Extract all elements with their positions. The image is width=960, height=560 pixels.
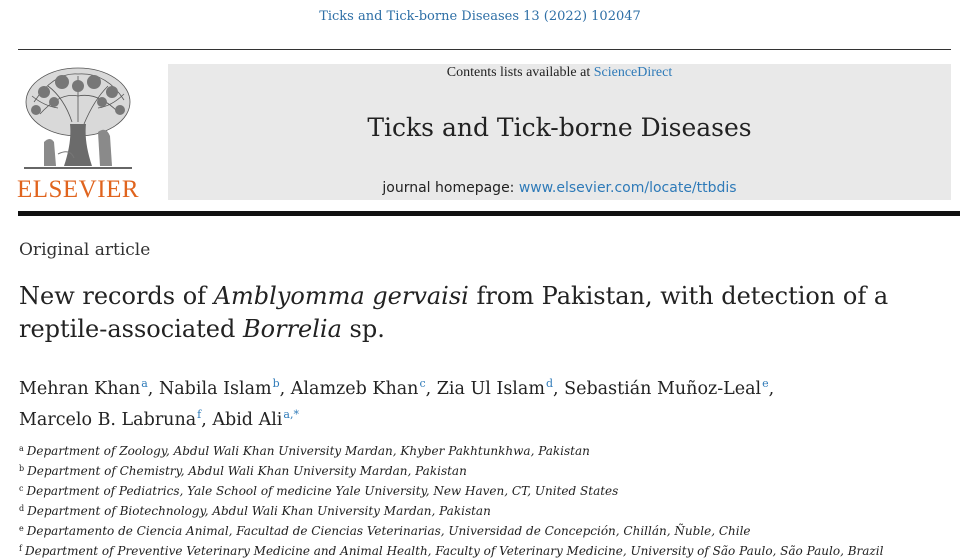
- affiliation-mark: b: [19, 464, 25, 473]
- affiliation-item: [19, 460, 949, 480]
- contents-prefix: Contents lists available at: [446, 65, 594, 80]
- affiliation-text: Department of Chemistry, Abdul Wali Khan University Mardan, Pakistan: [27, 464, 467, 478]
- author-affiliation-mark[interactable]: d: [545, 377, 553, 390]
- elsevier-tree-icon: [14, 62, 142, 180]
- affiliation-mark: d: [19, 504, 25, 513]
- homepage-link[interactable]: www.elsevier.com/locate/ttbdis: [518, 180, 737, 196]
- affiliation-item: [19, 440, 949, 460]
- author-name[interactable]: Abid Ali: [212, 410, 283, 430]
- affiliation-mark: c: [19, 484, 24, 493]
- journal-citation[interactable]: Ticks and Tick-borne Diseases 13 (2022) 102047: [319, 9, 641, 24]
- journal-title[interactable]: Ticks and Tick-borne Diseases: [367, 113, 752, 142]
- author-name[interactable]: Zia Ul Islam: [436, 379, 545, 399]
- affiliation-item: [19, 540, 949, 560]
- homepage-prefix: journal homepage:: [382, 180, 519, 196]
- affiliation-text: Department of Biotechnology, Abdul Wali Khan University Mardan, Pakistan: [27, 504, 491, 518]
- title-genus: Borrelia: [243, 315, 342, 343]
- affiliation-list: [19, 440, 949, 560]
- author-affiliation-mark[interactable]: a: [141, 377, 148, 390]
- affiliation-text: Department of Zoology, Abdul Wali Khan University Mardan, Khyber Pakhtunkhwa, Pakistan: [26, 444, 590, 458]
- affiliation-text: Departamento de Ciencia Animal, Facultad de Ciencias Veterinarias, Universidad de Concepción, Chillán, Ñuble, Chile: [26, 524, 751, 538]
- affiliation-mark: e: [19, 524, 24, 533]
- author-affiliation-mark[interactable]: f: [197, 408, 202, 421]
- title-part: sp.: [341, 315, 385, 343]
- author-name[interactable]: Sebastián Muñoz-Leal: [564, 379, 762, 399]
- author-affiliation-mark[interactable]: b: [272, 377, 280, 390]
- affiliation-mark: f: [19, 544, 22, 553]
- author-name[interactable]: Marcelo B. Labruna: [19, 410, 197, 430]
- header-divider: [18, 49, 951, 50]
- elsevier-wordmark: ELSEVIER: [16, 176, 140, 203]
- author-affiliation-mark[interactable]: e: [762, 377, 769, 390]
- author-affiliation-mark[interactable]: c: [419, 377, 426, 390]
- affiliation-item: [19, 480, 949, 500]
- elsevier-logo[interactable]: [14, 62, 142, 204]
- article-type: Original article: [19, 240, 151, 260]
- masthead-divider: [18, 211, 960, 216]
- affiliation-item: [19, 500, 949, 520]
- title-species: Amblyomma gervaisi: [213, 282, 469, 310]
- author-list: Mehran Khan$^a$, Nabila Islam$^b$, Alamzeb Khan$^c$, Zia Ul Islam$^d$, Sebastián Muñoz-Leal$^e$, Marcelo B. Labruna$^f$, Abid Ali$^{a,*}$: [19, 377, 775, 430]
- affiliation-mark: a: [19, 444, 24, 453]
- author-affiliation-mark[interactable]: a,*: [283, 408, 299, 421]
- title-part: New records of: [19, 282, 214, 310]
- journal-homepage: [168, 180, 951, 196]
- author-name[interactable]: Alamzeb Khan: [290, 379, 419, 399]
- sciencedirect-link[interactable]: ScienceDirect: [593, 65, 673, 80]
- affiliation-text: Department of Preventive Veterinary Medicine and Animal Health, Faculty of Veterinary Medicine, University of São Paulo, São Paulo, Brazil: [24, 544, 884, 558]
- affiliation-text: Department of Pediatrics, Yale School of medicine Yale University, New Haven, CT, United States: [26, 484, 619, 498]
- affiliation-item: [19, 520, 949, 540]
- article-title: [19, 280, 949, 346]
- contents-availability: [168, 65, 951, 81]
- author-name[interactable]: Nabila Islam: [158, 379, 272, 399]
- author-name[interactable]: Mehran Khan: [19, 379, 141, 399]
- title-part: from Pakistan, with detection of a reptile-associated: [19, 282, 889, 343]
